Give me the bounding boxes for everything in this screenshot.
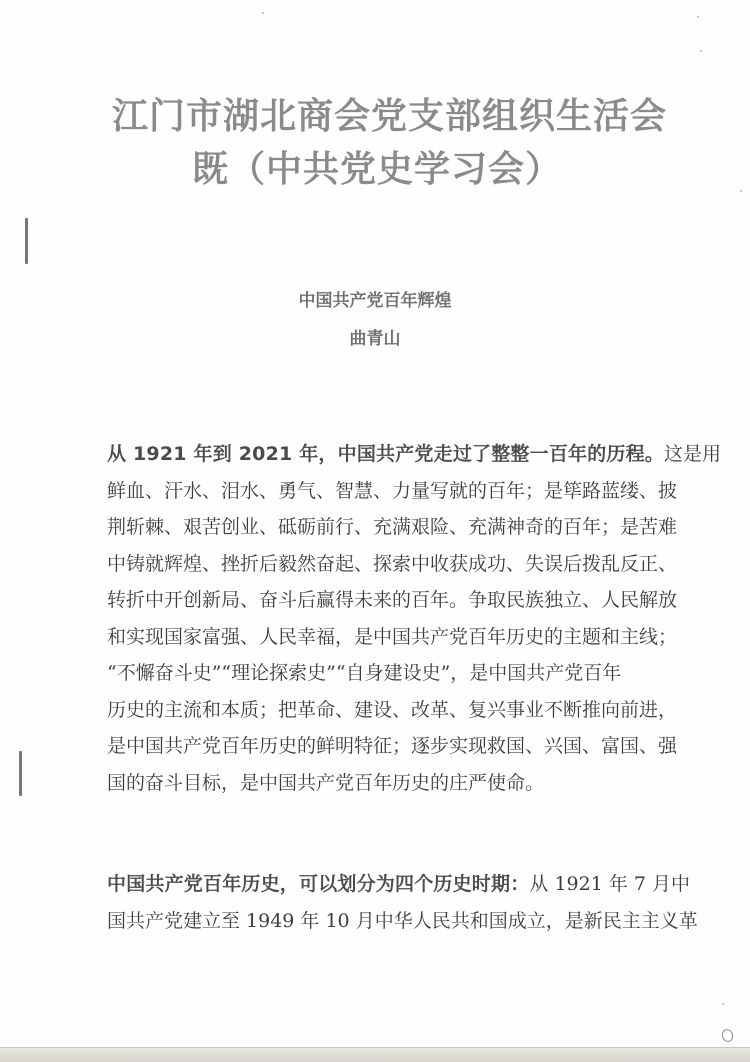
scan-speck bbox=[700, 50, 702, 52]
scan-binding-mark-top bbox=[25, 218, 28, 264]
scan-speck bbox=[262, 12, 264, 14]
document-title-line-1: 江门市湖北商会党支部组织生活会 bbox=[112, 96, 668, 137]
paragraph-line bbox=[107, 866, 691, 903]
scan-speck bbox=[722, 1003, 724, 1005]
scan-speck bbox=[740, 190, 742, 192]
body-text: “不懈奋斗史”“理论探索史”“自身建设史”，是中国共产党百年 bbox=[107, 662, 622, 684]
scan-speck bbox=[697, 16, 699, 18]
paragraph-line bbox=[107, 436, 722, 473]
paragraph-2 bbox=[107, 866, 698, 939]
body-text: 是中国共产党百年历史的鲜明特征；逐步实现救国、兴国、富国、强 bbox=[107, 735, 678, 757]
paragraph-line bbox=[107, 692, 678, 729]
body-text: 和实现国家富强、人民幸福，是中国共产党百年历史的主题和主线； bbox=[107, 625, 678, 648]
article-author: 曲青山 bbox=[349, 329, 401, 349]
body-text: 历史的主流和本质；把革命、建设、改革、复兴事业不断推向前进， bbox=[107, 698, 678, 721]
document-title-line-2: 既（中共党史学习会） bbox=[192, 149, 563, 190]
paragraph-line bbox=[107, 728, 678, 765]
body-text: 国共产党建立至 1949 年 10 月中华人民共和国成立，是新民主主义革 bbox=[107, 909, 698, 932]
scanner-bottom-edge bbox=[0, 1047, 750, 1062]
paragraph-line bbox=[107, 655, 667, 692]
paragraph-line bbox=[107, 509, 678, 546]
paragraph-1 bbox=[107, 436, 722, 801]
body-text: 鲜血、汗水、泪水、勇气、智慧、力量写就的百年；是筚路蓝缕、披 bbox=[107, 479, 678, 502]
body-text: 荆斩棘、艰苦创业、砥砺前行、充满艰险、充满神奇的百年；是苦难 bbox=[107, 516, 678, 538]
article-subtitle: 中国共产党百年辉煌 bbox=[298, 291, 452, 311]
paragraph-line bbox=[107, 619, 678, 656]
paragraph-line bbox=[107, 582, 678, 619]
body-text: 中铸就辉煌、挫折后毅然奋起、探索中收获成功、失误后拨乱反正、 bbox=[107, 552, 678, 575]
paragraph-line bbox=[107, 765, 667, 802]
bold-lead-text: 从 1921 年到 2021 年，中国共产党走过了整整一百年的历程。 bbox=[107, 443, 665, 465]
body-text: 从 1921 年 7 月中 bbox=[529, 873, 691, 895]
paragraph-line bbox=[107, 473, 678, 510]
paragraph-line bbox=[107, 546, 678, 583]
paragraph-line bbox=[107, 903, 698, 940]
body-text: 国的奋斗目标，是中国共产党百年历史的庄严使命。 bbox=[107, 771, 545, 794]
scan-binding-mark-bottom bbox=[19, 751, 22, 796]
body-text: 转折中开创新局、奋斗后赢得未来的百年。争取民族独立、人民解放 bbox=[107, 589, 678, 611]
bold-lead-text: 中国共产党百年历史，可以划分为四个历史时期： bbox=[107, 873, 530, 895]
scan-circle-mark bbox=[720, 1028, 735, 1044]
body-text: 这是用 bbox=[664, 443, 722, 465]
